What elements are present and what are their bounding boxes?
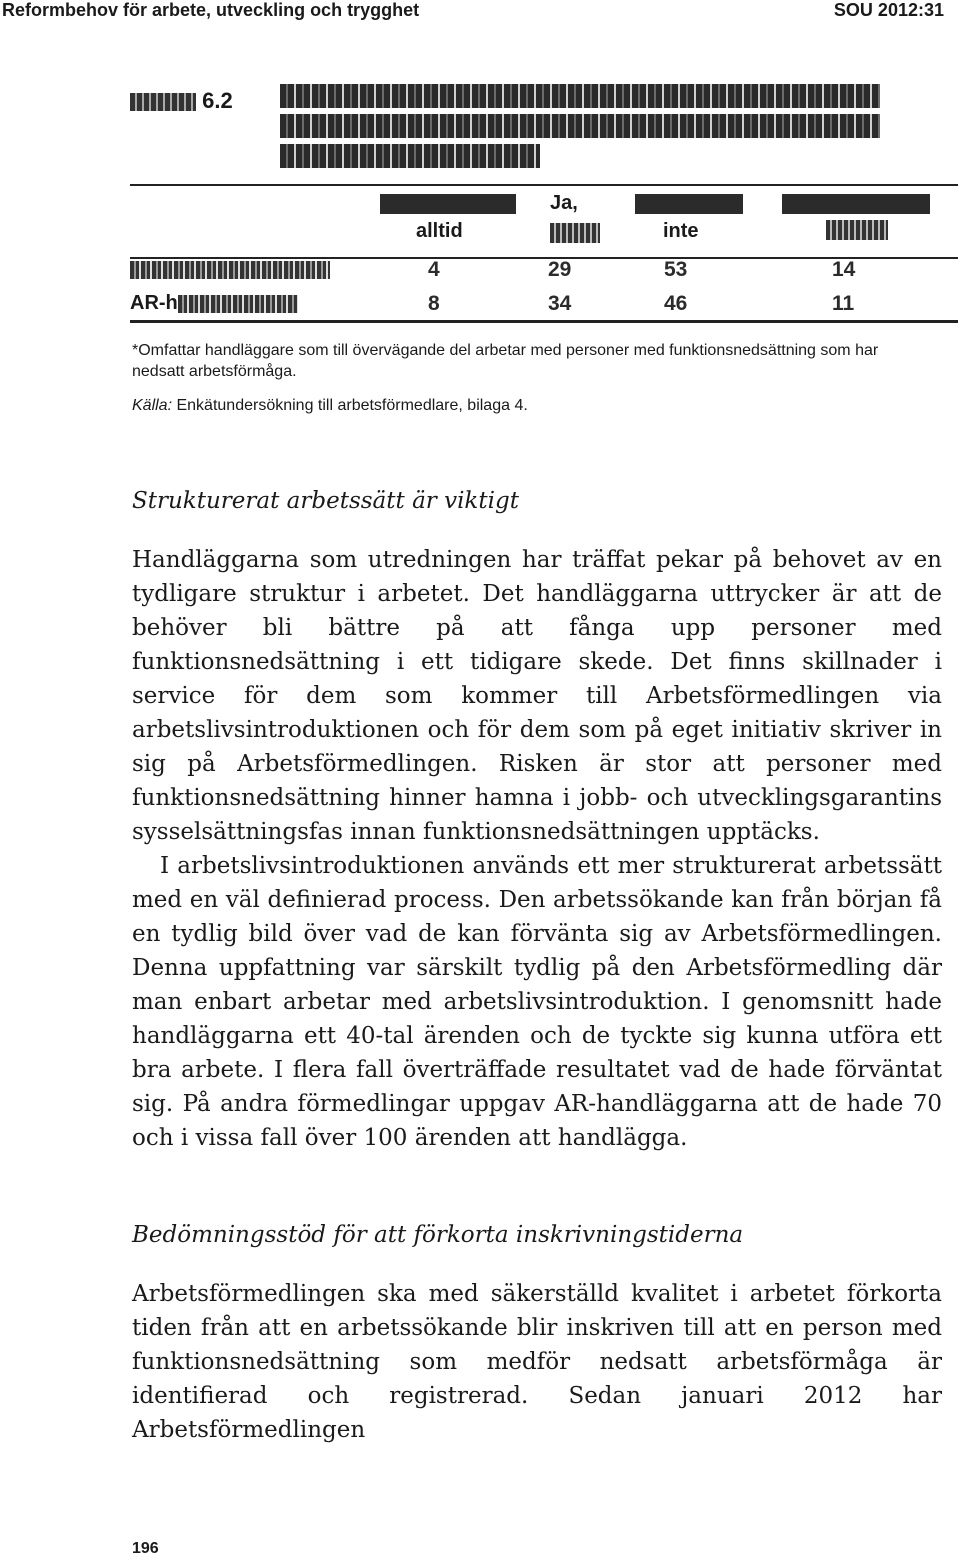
page-number: 196 xyxy=(132,1540,159,1557)
table-footnote: *Omfattar handläggare som till övervägande del arbetar med personer med funktionsnedsättning som har nedsatt arbetsförmåga. xyxy=(132,342,879,380)
table-rule-top xyxy=(130,184,958,186)
cell: 34 xyxy=(548,292,572,315)
title-line xyxy=(280,84,880,108)
table-label: 6.2 xyxy=(130,88,233,114)
title-line xyxy=(280,114,880,138)
table-rule-bottom xyxy=(130,320,958,323)
page-header xyxy=(0,0,960,24)
cell: 8 xyxy=(428,292,440,315)
report-number: SOU 2012:31 xyxy=(833,0,944,20)
section-heading-structured: Strukturerat arbetssätt är viktigt xyxy=(132,488,519,514)
cell: 4 xyxy=(428,258,440,281)
title-line xyxy=(280,144,540,168)
cell: 53 xyxy=(664,258,688,281)
cell: 46 xyxy=(664,292,688,315)
paragraph: I arbetslivsintroduktionen används ett mer strukturerat arbetssätt med en väl definierad process. Den arbetssökande kan från början få en tydlig bild över vad de kan förvänta sig av Arbetsförmedlingen. Denna uppfattning var särskilt tydlig på den Arbetsförmedling där man enbart arbetar med arbetslivsintroduktion. I genomsnitt hade handläggarna ett 40-tal ärenden och de tyckte sig kunna utföra ett bra arbete. I flera fall överträffade resultatet vad de hade förväntat sig. På andra förmedlingar uppgav AR-handläggarna att de hade 70 och i vissa fall över 100 ärenden att handlägga. xyxy=(132,853,942,1151)
cell: 14 xyxy=(832,258,856,281)
col-head-2: Ja, xyxy=(550,192,630,249)
cell: 29 xyxy=(548,258,572,281)
col-head-4 xyxy=(782,194,932,246)
paragraph: Handläggarna som utredningen har träffat pekar på behovet av en tydligare struktur i arbetet. Det handläggarna uttrycker är att de behöver bli bättre på att fånga upp personer med funktionsnedsättning i ett tidigare skede. Det finns skillnader i service för dem som kommer till Arbetsförmedlingen via arbetslivsintroduktionen och för dem som på eget initiativ skriver in sig på Arbetsförmedlingen. Risken är stor att personer med funktionsnedsättning hinner hamna i jobb- och utvecklingsgarantins sysselsättningsfas innan funktionsnedsättningen upptäcks. xyxy=(132,547,942,845)
table-source xyxy=(132,397,528,415)
running-title: Reformbehov för arbete, utveckling och trygghet xyxy=(2,0,420,20)
col-head-3: inte xyxy=(635,194,745,243)
col-head-1: alltid xyxy=(380,194,520,243)
source-text: Enkätundersökning till arbetsförmedlare, bilaga 4. xyxy=(172,397,528,414)
table-label-smudge xyxy=(130,93,196,111)
cell: 11 xyxy=(832,292,855,315)
paragraph: Arbetsförmedlingen ska med säkerställd kvalitet i arbetet förkorta tiden från att en arbetssökande blir inskriven till att en person med funktionsnedsättning som medför nedsatt arbetsförmåga är identifierad och registrerad. Sedan januari 2012 har Arbetsförmedlingen xyxy=(132,1281,942,1443)
source-label: Källa: xyxy=(132,397,173,414)
row-label-2: AR-h xyxy=(130,292,298,315)
row-label-1 xyxy=(130,258,330,281)
table-title-redacted xyxy=(280,84,880,174)
section-heading-assessment: Bedömningsstöd för att förkorta inskrivningstiderna xyxy=(132,1222,744,1248)
